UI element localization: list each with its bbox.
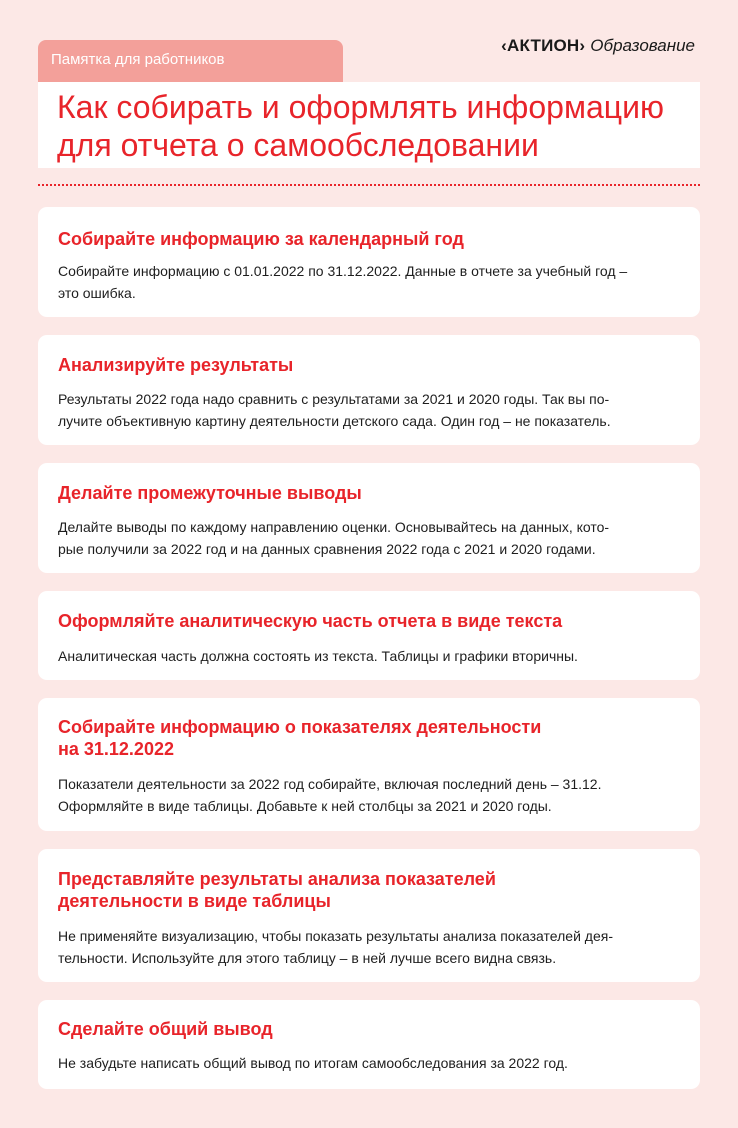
tip-text-line: Результаты 2022 года надо сравнить с результатами за 2021 и 2020 годы. Так вы по- <box>58 391 610 407</box>
tip-title-line-2: деятельности в виде таблицы <box>58 891 331 911</box>
tip-title-line-2: на 31.12.2022 <box>58 739 174 759</box>
tip-text-line: Аналитическая часть должна состоять из текста. Таблицы и графики вторичны. <box>58 648 578 664</box>
page-title-line-2: для отчета о самообследовании <box>57 127 539 163</box>
tip-title: Сделайте общий вывод <box>58 1019 273 1039</box>
dotted-divider <box>38 184 700 186</box>
tip-card-analyze <box>38 335 700 445</box>
tip-card-results-table <box>38 849 700 982</box>
tip-text-line: лучите объективную картину деятельности детского сада. Один год – не показатель. <box>58 413 611 429</box>
memo-tag: Памятка для работников <box>38 40 343 82</box>
page-title-line-1: Как собирать и оформлять информацию <box>57 89 664 125</box>
tip-title: Оформляйте аналитическую часть отчета в виде текста <box>58 611 563 631</box>
tip-text-line: Не забудьте написать общий вывод по итогам самообследования за 2022 год. <box>58 1055 568 1071</box>
tip-text-line: тельности. Используйте для этого таблицу – в ней лучше всего видна связь. <box>58 950 557 966</box>
tip-title: Собирайте информацию за календарный год <box>58 229 464 249</box>
tip-title: Делайте промежуточные выводы <box>58 483 362 503</box>
logo-subtitle: Образование <box>590 36 695 55</box>
tip-text-line: Показатели деятельности за 2022 год собирайте, включая последний день – 31.12. <box>58 776 602 792</box>
tip-title: Анализируйте результаты <box>58 355 294 375</box>
tip-title-line-1: Собирайте информацию о показателях деятельности <box>58 717 542 737</box>
tip-text-line: Не применяйте визуализацию, чтобы показать результаты анализа показателей дея- <box>58 928 613 944</box>
aktion-logo <box>501 36 695 60</box>
tip-title-line-1: Представляйте результаты анализа показателей <box>58 869 496 889</box>
tip-card-analytical-text <box>38 591 700 680</box>
tip-card-performance-indicators <box>38 698 700 831</box>
tip-text-line: Делайте выводы по каждому направлению оценки. Основывайтесь на данных, кото- <box>58 519 610 535</box>
tip-card-calendar-year <box>38 207 700 317</box>
tip-text-line: рые получили за 2022 год и на данных сравнения 2022 года с 2021 и 2020 годами. <box>58 541 596 557</box>
tip-text-line: Собирайте информацию с 01.01.2022 по 31.12.2022. Данные в отчете за учебный год – <box>58 263 628 279</box>
tip-text-line: Оформляйте в виде таблицы. Добавьте к ней столбцы за 2021 и 2020 годы. <box>58 798 552 814</box>
logo-brand: ‹АКТИОН› <box>501 36 586 55</box>
page-title <box>57 88 700 164</box>
tip-card-general-conclusion <box>38 1000 700 1089</box>
tip-card-intermediate-conclusions <box>38 463 700 573</box>
tip-text-line: это ошибка. <box>58 285 136 301</box>
page-title-box <box>38 82 700 168</box>
